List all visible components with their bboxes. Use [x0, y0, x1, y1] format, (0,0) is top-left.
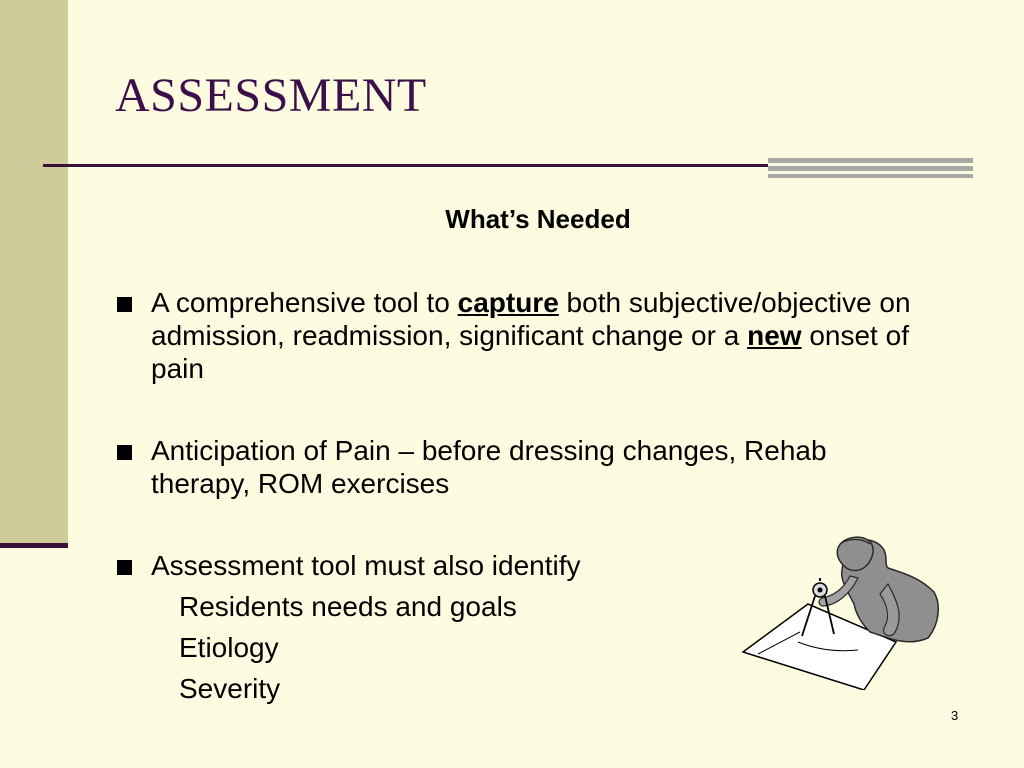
bullet-text: both subjective/objective on admission, readmission, significant change or a	[151, 287, 911, 351]
bullet-item-comprehensive-tool	[116, 286, 916, 385]
bullet-text: Assessment tool must also identify	[151, 550, 581, 581]
bullet-text: A comprehensive tool to	[151, 287, 458, 318]
sub-item: Residents needs and goals	[179, 591, 517, 622]
page-number: 3	[951, 708, 959, 723]
person-drawing-with-compass-icon	[738, 534, 944, 690]
bullet-item-anticipation	[116, 434, 916, 500]
square-bullet-icon	[117, 445, 132, 460]
bullet-emphasis-new: new	[747, 320, 802, 351]
title-divider-stripes	[768, 158, 973, 178]
slide-subtitle: What’s Needed	[445, 204, 631, 234]
slide-title: ASSESSMENT	[115, 69, 427, 122]
bullet-emphasis-capture: capture	[457, 287, 559, 318]
square-bullet-icon	[117, 297, 132, 312]
bullet-text: Anticipation of Pain – before dressing changes, Rehab therapy, ROM exercises	[151, 435, 827, 499]
square-bullet-icon	[117, 560, 132, 575]
bullet-text: onset of pain	[151, 320, 909, 384]
sub-item: Severity	[179, 673, 281, 704]
sub-item: Etiology	[179, 632, 279, 663]
left-bar-accent-line	[0, 543, 68, 548]
left-decorative-bar	[0, 0, 68, 543]
title-divider	[43, 164, 770, 167]
